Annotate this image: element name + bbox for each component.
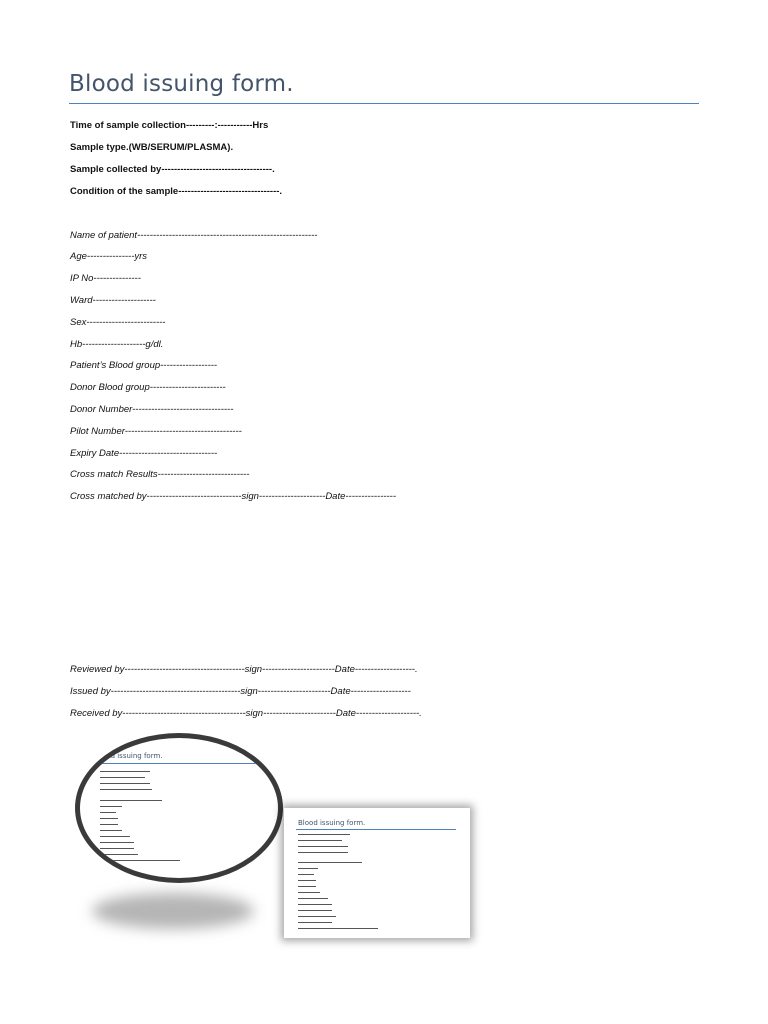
- sample-field-collected-by: Sample collected by-----------------------------------.: [70, 164, 275, 175]
- sample-field-type: Sample type.(WB/SERUM/PLASMA).: [70, 142, 234, 153]
- signoff-reviewed-by: Reviewed by--------------------------------------sign-----------------------Date-------------------.: [70, 664, 418, 675]
- zoomed-thumbnail-rule: [98, 763, 273, 764]
- field-pilot-number: Pilot Number-------------------------------------: [70, 426, 242, 437]
- patient-field-age: Age---------------yrs: [70, 251, 148, 262]
- patient-field-hb: Hb--------------------g/dl.: [70, 339, 164, 350]
- field-cross-match-results: Cross match Results-----------------------------: [70, 469, 250, 480]
- oval-shadow: [92, 893, 254, 929]
- donor-field-blood-group: Donor Blood group------------------------: [70, 382, 226, 393]
- sample-field-condition: Condition of the sample--------------------------------.: [70, 186, 283, 197]
- card-thumbnail-title: Blood issuing form.: [298, 819, 366, 827]
- field-expiry-date: Expiry Date-------------------------------: [70, 448, 218, 459]
- page-title: Blood issuing form.: [69, 71, 294, 97]
- patient-field-blood-group: Patient’s Blood group------------------: [70, 360, 218, 371]
- patient-field-ip-no: IP No---------------: [70, 273, 141, 284]
- field-cross-matched-by: Cross matched by------------------------------sign---------------------Date----------------: [70, 491, 397, 502]
- signoff-received-by: Received by---------------------------------------sign-----------------------Date--------------------.: [70, 708, 422, 719]
- zoomed-thumbnail: [75, 733, 283, 883]
- sample-field-time: Time of sample collection---------:-----------Hrs: [70, 120, 269, 131]
- donor-field-number: Donor Number--------------------------------: [70, 404, 234, 415]
- card-thumbnail: [284, 808, 470, 938]
- title-rule: [69, 103, 699, 104]
- patient-field-name: Name of patient---------------------------------------------------------: [70, 230, 318, 241]
- signoff-issued-by: Issued by-----------------------------------------sign-----------------------Date-------------------: [70, 686, 411, 697]
- patient-field-sex: Sex-------------------------: [70, 317, 166, 328]
- zoomed-thumbnail-title: ood issuing form.: [102, 752, 163, 760]
- patient-field-ward: Ward--------------------: [70, 295, 156, 306]
- card-thumbnail-rule: [296, 829, 456, 830]
